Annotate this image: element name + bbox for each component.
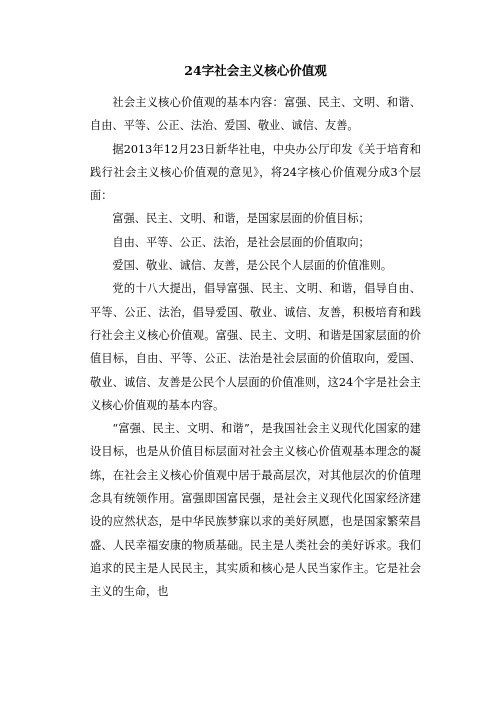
paragraph-intro: 社会主义核心价值观的基本内容：富强、民主、文明、和谐、自由、平等、公正、法治、爱国、敬业、诚信、友善。 bbox=[90, 96, 421, 133]
paragraph-personal-level: 爱国、敬业、诚信、友善，是公民个人层面的价值准则。 bbox=[112, 259, 393, 273]
document-title: 24字社会主义核心价值观 bbox=[184, 63, 327, 78]
paragraph-national-level: 富强、民主、文明、和谐，是国家层面的价值目标； bbox=[112, 212, 370, 226]
document-page bbox=[90, 62, 421, 604]
paragraph-xinhua: 据2013年12月23日新华社电，中央办公厅印发《关于培育和践行社会主义核心价值观的意见》，将24字核心价值观分成3个层面： bbox=[90, 142, 421, 203]
paragraph-social-level: 自由、平等、公正、法治，是社会层面的价值取向； bbox=[112, 235, 370, 249]
paragraph-eighteenth-congress: 党的十八大提出，倡导富强、民主、文明、和谐，倡导自由、平等、公正、法治，倡导爱国、敬业、诚信、友善，积极培育和践行社会主义核心价值观。富强、民主、文明、和谐是国家层面的价值目标，自由、平等、公正、法治是社会层面的价值取向，爱国、敬业、诚信、友善是公民个人层面的价值准则，这24个字是社会主义核心价值观的基本内容。 bbox=[90, 282, 421, 412]
paragraph-prosperity-democracy: “富强、民主、文明、和谐”，是我国社会主义现代化国家的建设目标，也是从价值目标层面对社会主义核心价值观基本理念的凝练，在社会主义核心价值观中居于最高层次，对其他层次的价值理念具有统领作用。富强即国富民强，是社会主义现代化国家经济建设的应然状态，是中华民族梦寐以求的美好夙愿，也是国家繁荣昌盛、人民幸福安康的物质基础。民主是人类社会的美好诉求。我们追求的民主是人民民主，其实质和核心是人民当家作主。它是社会主义的生命，也 bbox=[90, 422, 421, 599]
